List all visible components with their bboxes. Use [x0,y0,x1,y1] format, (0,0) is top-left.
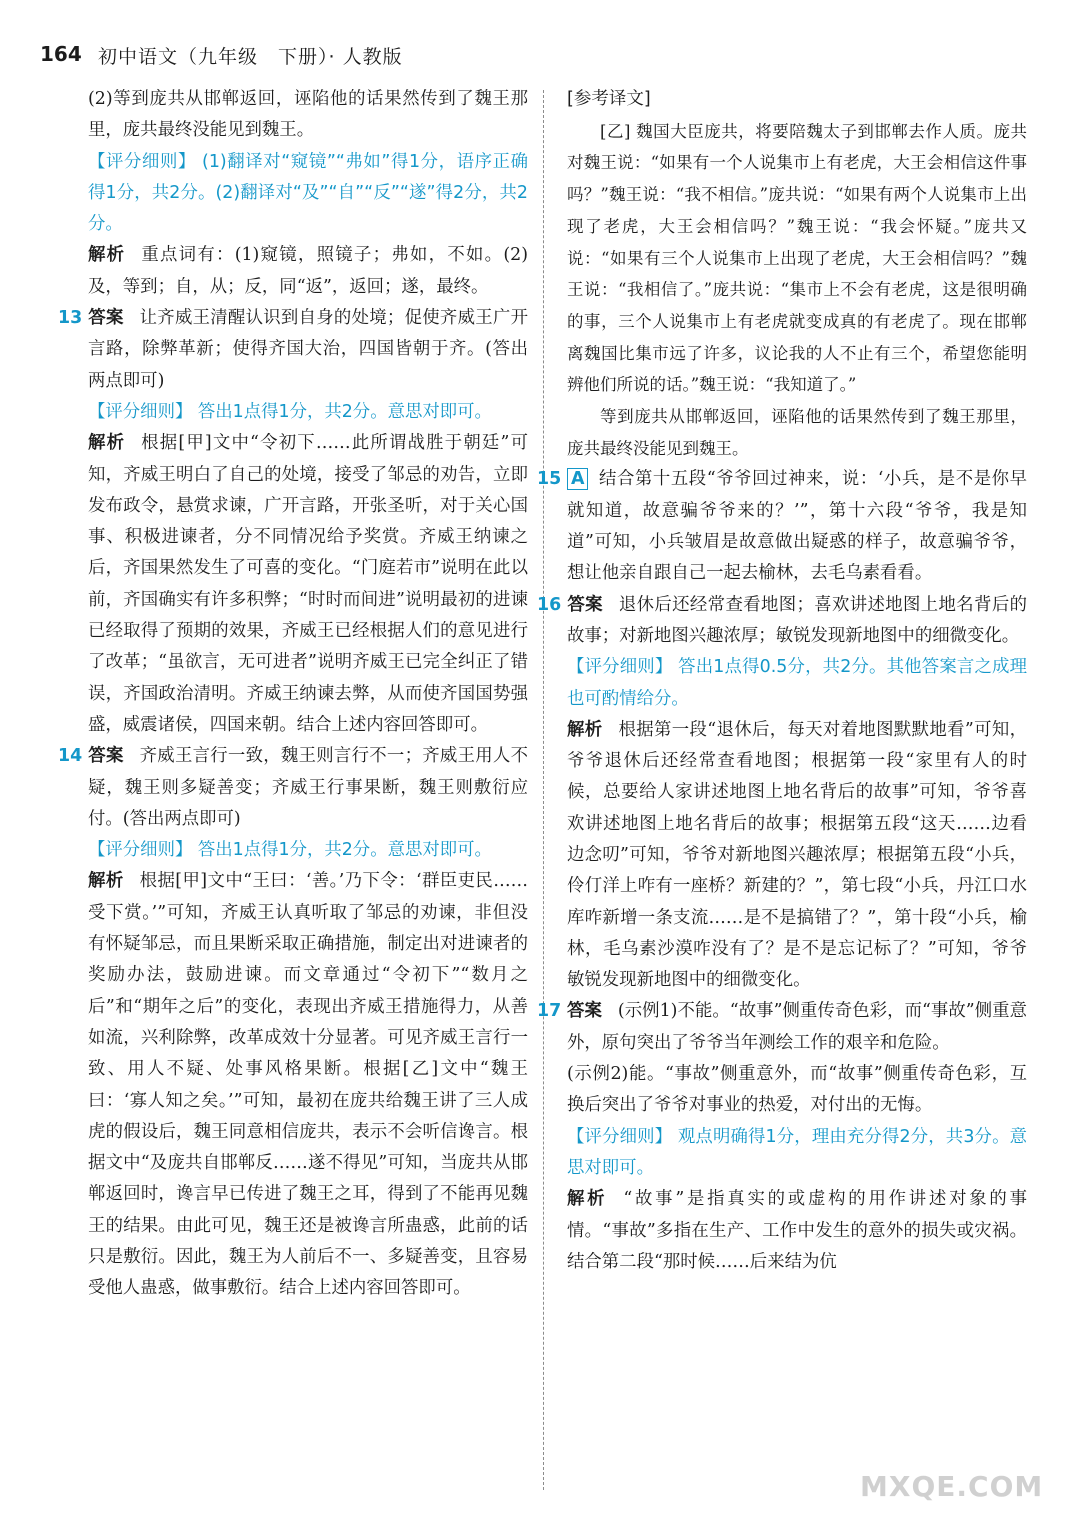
translation-2: (2)等到庞共从邯郸返回，诬陷他的话果然传到了魏王那里，庞共最终没能见到魏王。 [88,89,528,141]
page-number: 164 [40,42,82,66]
answer-label: 答案 [88,308,124,329]
column-divider [543,90,544,1490]
book-title: 初中语文（九年级 下册）· 人教版 [98,46,403,68]
reference-translation [567,84,1027,464]
scoring-rule-13: 【评分细则】 答出1点得1分，共2分。意思对即可。 [88,401,492,422]
answer-17: 17 答案 (示例1)不能。“故事”侧重传奇色彩，而“事故”侧重意外，原句突出了爷爷当年测绘工作的艰辛和危险。 [567,996,1027,1059]
question-number-15: 15 [537,469,562,490]
answer-15: 15 A 结合第十五段“爷爷回过神来，说：‘小兵，是不是你早就知道，故意骗爷爷来的？’”，第十六段“爷爷，我是知道”可知，小兵皱眉是故意做出疑惑的样子，故意骗爷爷，想让他亲自跟自己一起去榆林，去毛乌素看看。 [567,464,1027,589]
reference-title: [参考译文] [567,89,651,109]
scoring-rule-17: 【评分细则】 观点明确得1分，理由充分得2分，共3分。意思对即可。 [567,1126,1027,1178]
watermark: MXQE.COM [860,1470,1044,1503]
answer-label: 答案 [567,594,603,615]
analysis-label: 解析 [88,245,126,266]
analysis-label: 解析 [88,433,126,454]
answer-box: A [567,468,588,490]
reference-paragraph-2: 等到庞共从邯郸返回，诬陷他的话果然传到了魏王那里，庞共最终没能见到魏王。 [567,407,1027,458]
question-number-13: 13 [58,308,83,329]
answer-label: 答案 [88,746,124,767]
scoring-rule-16: 【评分细则】 答出1点得0.5分，共2分。其他答案言之成理也可酌情给分。 [567,657,1027,709]
analysis-14: 解析 根据[甲]文中“王曰：‘善。’乃下令：‘群臣吏民……受下赏。’”可知，齐威王认真听取了邹忌的劝谏，非但没有怀疑邹忌，而且果断采取正确措施，制定出对进谏者的奖励办法，鼓励进谏。而文章通过“令初下”“数月之后”和“期年之后”的变化，表现出齐威王措施得力，从善如流，兴利除弊，改革成效十分显著。可见齐威王言行一致、用人不疑、处事风格果断。根据[乙]文中“魏王曰：‘寡人知之矣。’”可知，最初在庞共给魏王讲了三人成虎的假设后，魏王同意相信庞共，表示不会听信谗言。根据文中“及庞共自邯郸反……遂不得见”可知，当庞共从邯郸返回时，谗言早已传进了魏王之耳，得到了不能再见魏王的结果。由此可见，魏王还是被谗言所蛊惑，此前的话只是敷衍。因此，魏王为人前后不一、多疑善变，且容易受他人蛊惑，做事敷衍。结合上述内容回答即可。 [88,871,528,1299]
answer-17-example-2: (示例2)能。“事故”侧重意外，而“故事”侧重传奇色彩，互换后突出了爷爷对事业的热爱，对付出的无悔。 [567,1064,1027,1116]
analysis-label: 解析 [88,871,124,892]
right-column [537,84,1027,1278]
question-number-16: 16 [537,594,562,615]
question-number-14: 14 [58,746,83,767]
left-column [58,84,528,1305]
analysis-label: 解析 [567,719,603,740]
scoring-rule-12: 【评分细则】 (1)翻译对“窥镜”“弗如”得1分，语序正确得1分，共2分。(2)翻译对“及”“自”“反”“遂”得2分，共2分。 [88,151,528,235]
answer-13: 13 答案 让齐威王清醒认识到自身的处境；促使齐威王广开言路，除弊革新；使得齐国大治，四国皆朝于齐。(答出两点即可) [88,303,528,397]
reference-paragraph-1: [乙] 魏国大臣庞共，将要陪魏太子到邯郸去作人质。庞共对魏王说：“如果有一个人说集市上有老虎，大王会相信这件事吗？”魏王说：“我不相信。”庞共说：“如果有两个人说集市上出现了老虎，大王会相信吗？”魏王说：“我会怀疑。”庞共又说：“如果有三个人说集市上出现了老虎，大王会相信吗？”魏王说：“我相信了。”庞共说：“集市上不会有老虎，这是很明确的事，三个人说集市上有老虎就变成真的有老虎了。现在邯郸离魏国比集市远了许多，议论我的人不止有三个，希望您能明辨他们所说的话。”魏王说：“我知道了。” [567,121,1027,395]
analysis-12: 解析 重点词有：(1)窥镜，照镜子；弗如，不如。(2)及，等到；自，从；反，同“返”，返回；遂，最终。 [88,245,528,297]
answer-16: 16 答案 退休后还经常查看地图；喜欢讲述地图上地名背后的故事；对新地图兴趣浓厚；敏锐发现新地图中的细微变化。 [567,590,1027,653]
answer-14: 14 答案 齐威王言行一致，魏王则言行不一；齐威王用人不疑，魏王则多疑善变；齐威王行事果断，魏王则敷衍应付。(答出两点即可) [88,741,528,835]
question-number-17: 17 [537,1001,562,1022]
answer-label: 答案 [567,1001,602,1022]
analysis-label: 解析 [567,1189,608,1210]
analysis-16: 解析 根据第一段“退休后，每天对着地图默默地看”可知，爷爷退休后还经常查看地图；根据第一段“家里有人的时候，总要给人家讲述地图上地名背后的故事”可知，爷爷喜欢讲述地图上地名背后的故事；根据第五段“这天……边看边念叨”可知，爷爷对新地图兴趣浓厚；根据第五段“小兵，伶仃洋上咋有一座桥？新建的？”，第七段“小兵，丹江口水库咋新增一条支流……是不是搞错了？”，第十段“小兵，榆林，毛乌素沙漠咋没有了？是不是忘记标了？”可知，爷爷敏锐发现新地图中的细微变化。 [567,719,1027,991]
page-header [40,38,1030,74]
scoring-rule-14: 【评分细则】 答出1点得1分，共2分。意思对即可。 [88,840,492,861]
analysis-17: 解析 “故事”是指真实的或虚构的用作讲述对象的事情。“事故”多指在生产、工作中发生的意外的损失或灾祸。结合第二段“那时候……后来结为伉 [567,1189,1027,1272]
analysis-13: 解析 根据[甲]文中“令初下……此所谓战胜于朝廷”可知，齐威王明白了自己的处境，接受了邹忌的劝告，立即发布政令，悬赏求谏，广开言路，开张圣听，对于关心国事、积极进谏者，分不同情况给予奖赏。齐威王纳谏之后，齐国果然发生了可喜的变化。“门庭若市”说明在此以前，齐国确实有许多积弊；“时时而间进”说明最初的进谏已经取得了预期的效果，齐威王已经根据人们的意见进行了改革；“虽欲言，无可进者”说明齐威王已完全纠正了错误，齐国政治清明。齐威王纳谏去弊，从而使齐国国势强盛，威震诸侯，四国来朝。结合上述内容回答即可。 [88,433,528,735]
